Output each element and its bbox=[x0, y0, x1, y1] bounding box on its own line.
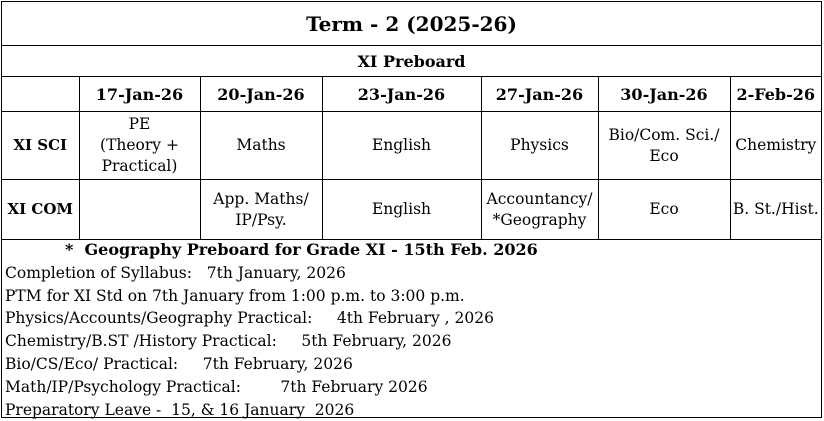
notes-section bbox=[5, 239, 817, 421]
subject-cell: Eco bbox=[598, 180, 730, 240]
subject-cell: App. Maths/ IP/Psy. bbox=[200, 180, 322, 240]
table-row bbox=[2, 180, 821, 240]
table-row bbox=[2, 112, 821, 180]
subject-cell: Chemistry bbox=[730, 112, 821, 180]
subject-cell: PE (Theory + Practical) bbox=[79, 112, 200, 180]
date-header: 23-Jan-26 bbox=[322, 77, 481, 112]
date-header: 2-Feb-26 bbox=[730, 77, 821, 112]
subject-cell: Physics bbox=[481, 112, 598, 180]
schedule-table bbox=[2, 77, 821, 240]
subject-cell: English bbox=[322, 180, 481, 240]
subject-cell: Bio/Com. Sci./ Eco bbox=[598, 112, 730, 180]
note-line: Math/IP/Psychology Practical: 7th February 2026 bbox=[5, 377, 428, 396]
note-line: Bio/CS/Eco/ Practical: 7th February, 2026 bbox=[5, 354, 353, 373]
date-header-row bbox=[2, 77, 821, 112]
note-line: Preparatory Leave - 15, & 16 January 2026 bbox=[5, 400, 355, 419]
date-header: 20-Jan-26 bbox=[200, 77, 322, 112]
subject-cell: Maths bbox=[200, 112, 322, 180]
subject-cell bbox=[79, 180, 200, 240]
note-line: Completion of Syllabus: 7th January, 2026 bbox=[5, 263, 346, 282]
row-label: XI SCI bbox=[2, 112, 79, 180]
section-title: XI Preboard bbox=[2, 46, 821, 77]
geography-note: * Geography Preboard for Grade XI - 15th Feb. 2026 bbox=[65, 240, 538, 259]
page-title: Term - 2 (2025-26) bbox=[2, 2, 821, 46]
date-header: 27-Jan-26 bbox=[481, 77, 598, 112]
corner-cell bbox=[2, 77, 79, 112]
note-line: Chemistry/B.ST /History Practical: 5th February, 2026 bbox=[5, 332, 452, 351]
date-header: 30-Jan-26 bbox=[598, 77, 730, 112]
date-header: 17-Jan-26 bbox=[79, 77, 200, 112]
subject-cell: B. St./Hist. bbox=[730, 180, 821, 240]
note-line: Physics/Accounts/Geography Practical: 4th February , 2026 bbox=[5, 309, 494, 328]
note-line: PTM for XI Std on 7th January from 1:00 p.m. to 3:00 p.m. bbox=[5, 286, 465, 305]
subject-cell: Accountancy/ *Geography bbox=[481, 180, 598, 240]
subject-cell: English bbox=[322, 112, 481, 180]
row-label: XI COM bbox=[2, 180, 79, 240]
schedule-sheet bbox=[1, 1, 822, 418]
